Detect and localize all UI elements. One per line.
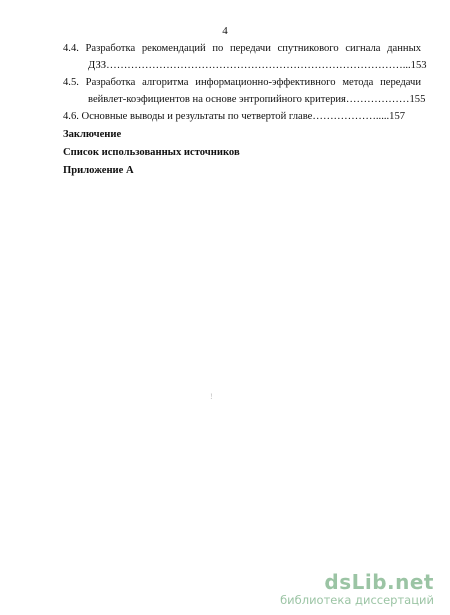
toc-conclusion: Заключение [63, 129, 122, 140]
table-of-contents [63, 40, 427, 179]
toc-entry-4-6-line1: 4.6. Основные выводы и результаты по четвертой главе……………….....157 [63, 111, 406, 122]
toc-entry-4-6 [63, 108, 421, 125]
watermark-tagline: библиотека диссертаций [280, 593, 434, 607]
page-number: 4 [222, 25, 228, 37]
toc-entry-4-5-line2: вейвлет-коэфициентов на основе энтропийного критерия………………155 [88, 94, 426, 105]
toc-entry-4-5 [63, 74, 426, 108]
watermark [280, 571, 434, 607]
toc-appendix: Приложение А [63, 165, 134, 176]
toc-entry-4-4-line1: 4.4. Разработка рекомендаций по передачи спутникового сигнала данных [63, 43, 421, 54]
toc-entry-4-4-line2: ДЗЗ…………………………………………………………………………...153 [88, 60, 427, 71]
toc-references: Список использованных источников [63, 147, 240, 158]
scan-mark: ! [210, 392, 213, 401]
toc-entry-4-5-line1: 4.5. Разработка алгоритма информационно-эффективного метода передачи [63, 77, 421, 88]
watermark-logo: dsLib.net [324, 570, 434, 594]
toc-entry-4-4 [63, 40, 427, 74]
